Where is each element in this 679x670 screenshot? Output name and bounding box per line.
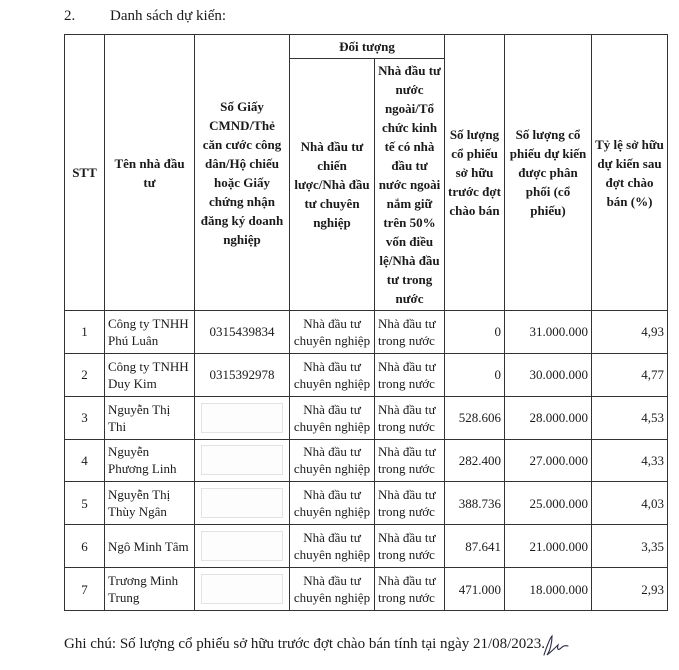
row-ownership-ratio: 4,53 bbox=[592, 396, 668, 439]
table-row bbox=[65, 311, 668, 354]
row-stt: 2 bbox=[65, 353, 105, 396]
row-investor-name: Công ty TNHH Phú Luân bbox=[105, 311, 195, 354]
row-shares-allocated: 18.000.000 bbox=[505, 568, 592, 611]
section-number: 2. bbox=[64, 8, 76, 24]
row-shares-allocated: 27.000.000 bbox=[505, 439, 592, 482]
redacted-box bbox=[201, 488, 283, 518]
row-investor-category: Nhà đầu tư chuyên nghiệp bbox=[290, 568, 375, 611]
row-investor-category: Nhà đầu tư chuyên nghiệp bbox=[290, 396, 375, 439]
row-shares-before: 87.641 bbox=[445, 525, 505, 568]
row-shares-before: 528.606 bbox=[445, 396, 505, 439]
redacted-box bbox=[201, 445, 283, 475]
row-investor-origin: Nhà đầu tư trong nước bbox=[375, 525, 445, 568]
row-investor-category: Nhà đầu tư chuyên nghiệp bbox=[290, 353, 375, 396]
row-investor-name: Công ty TNHH Duy Kim bbox=[105, 353, 195, 396]
header-ownership-ratio: Tỷ lệ sở hữu dự kiến sau đợt chào bán (%) bbox=[592, 35, 668, 311]
table-row bbox=[65, 439, 668, 482]
header-group-investor-type: Đối tượng bbox=[290, 35, 445, 59]
row-investor-origin: Nhà đầu tư trong nước bbox=[375, 482, 445, 525]
header-investor-origin: Nhà đầu tư nước ngoài/Tổ chức kinh tế có nhà đầu tư nước ngoài nắm giữ trên 50% vốn điều lệ/Nhà đầu tư trong nước bbox=[375, 59, 445, 311]
row-ownership-ratio: 4,93 bbox=[592, 311, 668, 354]
redacted-box bbox=[201, 574, 283, 604]
row-investor-category: Nhà đầu tư chuyên nghiệp bbox=[290, 311, 375, 354]
row-stt: 4 bbox=[65, 439, 105, 482]
signature-icon bbox=[540, 633, 570, 659]
row-id-document: 0315392978 bbox=[195, 353, 290, 396]
row-shares-allocated: 25.000.000 bbox=[505, 482, 592, 525]
row-investor-name: Nguyễn Phương Linh bbox=[105, 439, 195, 482]
row-investor-name: Ngô Minh Tâm bbox=[105, 525, 195, 568]
row-shares-allocated: 28.000.000 bbox=[505, 396, 592, 439]
row-investor-category: Nhà đầu tư chuyên nghiệp bbox=[290, 482, 375, 525]
row-investor-origin: Nhà đầu tư trong nước bbox=[375, 396, 445, 439]
investor-table bbox=[64, 34, 668, 611]
row-ownership-ratio: 4,33 bbox=[592, 439, 668, 482]
row-stt: 5 bbox=[65, 482, 105, 525]
row-shares-before: 0 bbox=[445, 311, 505, 354]
row-investor-origin: Nhà đầu tư trong nước bbox=[375, 353, 445, 396]
footnote: Ghi chú: Số lượng cổ phiếu sở hữu trước đợt chào bán tính tại ngày 21/08/2023. bbox=[64, 636, 546, 652]
row-investor-origin: Nhà đầu tư trong nước bbox=[375, 439, 445, 482]
row-id-document bbox=[195, 568, 290, 611]
table-row bbox=[65, 568, 668, 611]
row-stt: 1 bbox=[65, 311, 105, 354]
redacted-box bbox=[201, 403, 283, 433]
row-investor-name: Trương Minh Trung bbox=[105, 568, 195, 611]
row-id-document bbox=[195, 396, 290, 439]
header-investor-category: Nhà đầu tư chiến lược/Nhà đầu tư chuyên nghiệp bbox=[290, 59, 375, 311]
header-shares-allocated: Số lượng cổ phiếu dự kiến được phân phối (cổ phiếu) bbox=[505, 35, 592, 311]
row-investor-origin: Nhà đầu tư trong nước bbox=[375, 568, 445, 611]
header-investor-name: Tên nhà đầu tư bbox=[105, 35, 195, 311]
header-stt: STT bbox=[65, 35, 105, 311]
row-shares-before: 0 bbox=[445, 353, 505, 396]
row-shares-allocated: 30.000.000 bbox=[505, 353, 592, 396]
row-investor-category: Nhà đầu tư chuyên nghiệp bbox=[290, 439, 375, 482]
row-ownership-ratio: 4,77 bbox=[592, 353, 668, 396]
row-shares-allocated: 31.000.000 bbox=[505, 311, 592, 354]
table-row bbox=[65, 482, 668, 525]
row-investor-name: Nguyễn Thị Thùy Ngân bbox=[105, 482, 195, 525]
row-investor-category: Nhà đầu tư chuyên nghiệp bbox=[290, 525, 375, 568]
row-shares-before: 471.000 bbox=[445, 568, 505, 611]
redacted-box bbox=[201, 531, 283, 561]
row-id-document bbox=[195, 525, 290, 568]
table-row bbox=[65, 525, 668, 568]
header-shares-before: Số lượng cổ phiếu sở hữu trước đợt chào bán bbox=[445, 35, 505, 311]
row-id-document: 0315439834 bbox=[195, 311, 290, 354]
row-ownership-ratio: 4,03 bbox=[592, 482, 668, 525]
row-investor-name: Nguyễn Thị Thi bbox=[105, 396, 195, 439]
row-shares-allocated: 21.000.000 bbox=[505, 525, 592, 568]
section-title: Danh sách dự kiến: bbox=[110, 8, 227, 24]
row-ownership-ratio: 2,93 bbox=[592, 568, 668, 611]
table-row bbox=[65, 353, 668, 396]
row-stt: 7 bbox=[65, 568, 105, 611]
row-stt: 6 bbox=[65, 525, 105, 568]
row-shares-before: 388.736 bbox=[445, 482, 505, 525]
table-row bbox=[65, 396, 668, 439]
section-heading bbox=[64, 8, 226, 25]
row-shares-before: 282.400 bbox=[445, 439, 505, 482]
row-ownership-ratio: 3,35 bbox=[592, 525, 668, 568]
row-investor-origin: Nhà đầu tư trong nước bbox=[375, 311, 445, 354]
row-id-document bbox=[195, 482, 290, 525]
header-id-document: Số Giấy CMND/Thẻ căn cước công dân/Hộ chiếu hoặc Giấy chứng nhận đăng ký doanh nghiệp bbox=[195, 35, 290, 311]
row-stt: 3 bbox=[65, 396, 105, 439]
row-id-document bbox=[195, 439, 290, 482]
